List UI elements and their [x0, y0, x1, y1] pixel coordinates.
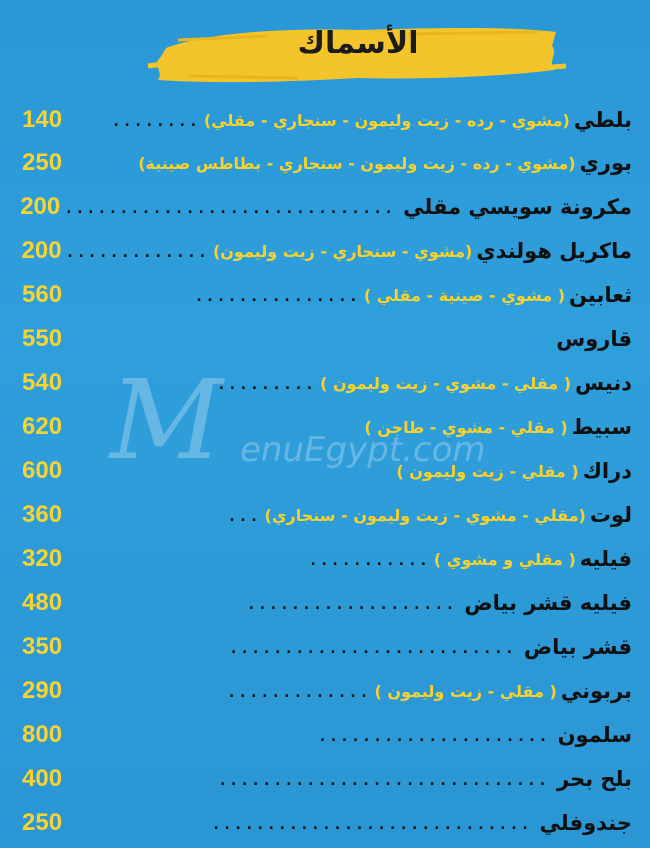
- item-price: 550: [22, 325, 63, 352]
- item-price: 200: [21, 237, 62, 264]
- item-price: 250: [22, 809, 63, 836]
- item-name: جندوفلي: [539, 811, 632, 835]
- item-name: قاروس: [556, 327, 632, 351]
- item-price: 400: [22, 765, 63, 792]
- item-name: قشر بياض: [523, 635, 632, 659]
- item-price: 290: [22, 677, 63, 704]
- page-title: الأسماك: [297, 26, 419, 61]
- item-name: بربوني: [560, 679, 632, 703]
- item-options: ( مقلي - زيت وليمون ): [374, 681, 557, 701]
- watermark-logo: M: [110, 356, 223, 484]
- item-name: سلمون: [557, 723, 632, 747]
- item-name: مكرونة سويسي مقلي: [403, 195, 632, 219]
- item-name: بوري: [579, 151, 632, 175]
- dot-leader: ..............................: [64, 199, 396, 217]
- item-name: بلطي: [573, 108, 632, 132]
- menu-item: [22, 102, 632, 138]
- menu-item: [22, 145, 632, 181]
- item-name: فيليه قشر بياض: [464, 591, 632, 615]
- item-price: 350: [22, 633, 63, 660]
- item-price: 250: [22, 149, 63, 176]
- dot-leader: [84, 417, 360, 437]
- menu-item: [22, 233, 632, 269]
- dot-leader: ...............: [194, 287, 360, 305]
- item-name: ماكريل هولندي: [476, 239, 632, 263]
- menu-item: [22, 365, 632, 401]
- item-options: ( مقلي و مشوي ): [433, 549, 576, 569]
- item-name: دراك: [582, 459, 632, 483]
- dot-leader: [84, 461, 392, 481]
- menu-item: [22, 189, 632, 225]
- item-options: ( مشوي - صينية - مقلي ): [363, 285, 566, 305]
- dot-leader: .........: [216, 375, 317, 393]
- menu-item: [22, 673, 632, 709]
- menu-item: [22, 277, 632, 313]
- dot-leader: [84, 329, 548, 349]
- item-price: 560: [22, 281, 63, 308]
- item-price: 540: [22, 369, 63, 396]
- menu-item: [22, 629, 632, 665]
- item-options: (مشوي - رده - زيت وليمون - سنجاري - بطاطس صينية): [138, 153, 576, 173]
- menu-item: [22, 761, 632, 797]
- item-name: فيليه: [579, 547, 632, 571]
- dot-leader: ........: [111, 112, 200, 130]
- dot-leader: .............: [65, 243, 209, 261]
- item-options: ( مقلي - مشوي - طاجن ): [364, 417, 568, 437]
- dot-leader: .............................: [211, 815, 532, 833]
- menu-item: [22, 717, 632, 753]
- item-options: (مشوي - سنجاري - زيت وليمون): [212, 241, 473, 261]
- dot-leader: [84, 153, 134, 173]
- item-options: (مقلي - مشوي - زيت وليمون - سنجاري): [264, 505, 586, 525]
- item-price: 200: [20, 193, 61, 220]
- item-price: 320: [22, 545, 63, 572]
- item-price: 600: [22, 457, 63, 484]
- menu-item: [22, 453, 632, 489]
- menu-item: [22, 409, 632, 445]
- menu-item: [22, 805, 632, 841]
- item-options: ( مقلي - زيت وليمون ): [396, 461, 579, 481]
- dot-leader: ...........: [308, 551, 430, 569]
- item-price: 360: [22, 501, 63, 528]
- menu-item: [22, 541, 632, 577]
- item-options: (مشوي - رده - زيت وليمون - سنجاري - مقلي): [203, 110, 570, 130]
- menu-item: [22, 321, 632, 357]
- dot-leader: ...................: [246, 595, 457, 613]
- watermark-text: enuEgypt.com: [240, 430, 486, 470]
- item-name: ثعابين: [569, 283, 632, 307]
- item-name: دنيس: [575, 371, 632, 395]
- item-name: سبيط: [571, 415, 632, 439]
- item-name: لوت: [589, 503, 632, 527]
- dot-leader: .....................: [317, 727, 550, 745]
- item-price: 140: [22, 106, 63, 133]
- item-price: 800: [22, 721, 63, 748]
- item-options: ( مقلي - مشوي - زيت وليمون ): [320, 373, 572, 393]
- dot-leader: ..........................: [229, 639, 516, 657]
- item-name: بلح بحر: [557, 767, 632, 791]
- dot-leader: .............: [227, 683, 371, 701]
- item-price: 620: [22, 413, 63, 440]
- dot-leader: ...: [227, 507, 261, 525]
- item-price: 480: [22, 589, 63, 616]
- menu-item: [22, 497, 632, 533]
- dot-leader: ..............................: [218, 771, 549, 789]
- menu-item: [22, 585, 632, 621]
